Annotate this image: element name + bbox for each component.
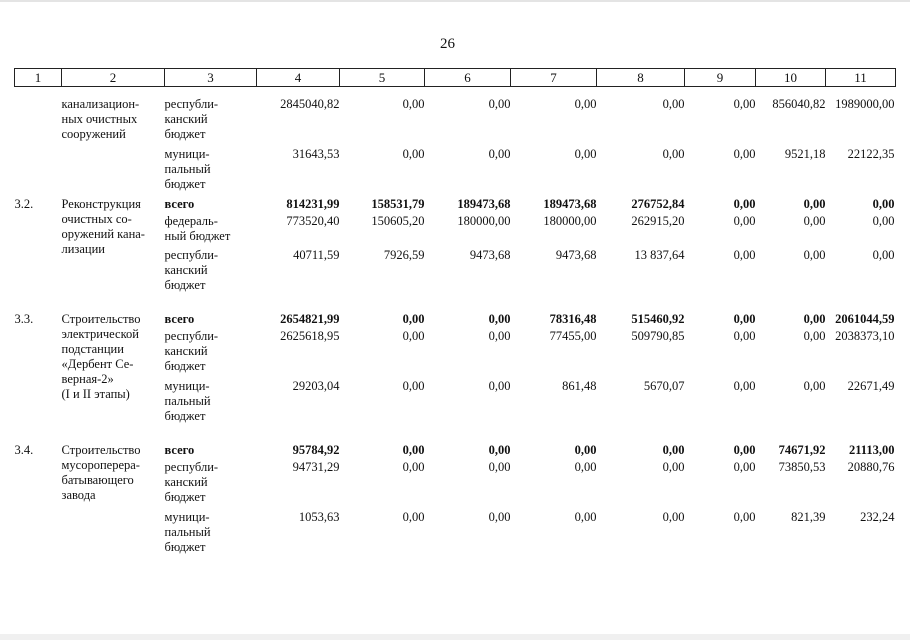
funding-source: всего (164, 443, 195, 457)
value-col-10: 821,39 (791, 510, 826, 524)
value-col-8: 0,00 (662, 510, 685, 524)
budget-table (14, 68, 896, 560)
value-col-5: 0,00 (402, 329, 425, 343)
value-col-11: 2038373,10 (835, 329, 895, 343)
value-col-8: 13 837,64 (634, 248, 685, 262)
value-col-10: 0,00 (803, 312, 826, 326)
table-row (15, 87, 896, 148)
value-col-6: 0,00 (488, 329, 511, 343)
value-col-6: 189473,68 (457, 197, 511, 211)
funding-source: республи- канский бюджет (164, 248, 219, 292)
value-col-7: 9473,68 (555, 248, 597, 262)
value-col-7: 0,00 (574, 97, 597, 111)
column-header-3: 3 (165, 69, 257, 87)
value-col-7: 77455,00 (549, 329, 597, 343)
value-col-6: 9473,68 (469, 248, 511, 262)
value-col-5: 150605,20 (371, 214, 425, 228)
funding-source: муници- пальный бюджет (164, 379, 211, 423)
value-col-11: 20880,76 (847, 460, 895, 474)
value-col-8: 262915,20 (631, 214, 685, 228)
value-col-6: 0,00 (488, 147, 511, 161)
value-col-6: 180000,00 (457, 214, 511, 228)
value-col-11: 0,00 (872, 197, 895, 211)
value-col-4: 814231,99 (286, 197, 340, 211)
value-col-9: 0,00 (733, 379, 756, 393)
scan-top-edge (0, 0, 910, 2)
funding-source: всего (164, 312, 195, 326)
value-col-5: 0,00 (402, 312, 425, 326)
value-col-10: 0,00 (803, 197, 826, 211)
item-name: канализацион- ных очистных сооружений (61, 97, 140, 141)
column-header-6: 6 (425, 69, 511, 87)
value-col-4: 2845040,82 (280, 97, 340, 111)
value-col-4: 40711,59 (293, 248, 340, 262)
value-col-8: 0,00 (662, 443, 685, 457)
value-col-10: 856040,82 (772, 97, 826, 111)
value-col-8: 509790,85 (631, 329, 685, 343)
value-col-11: 22671,49 (847, 379, 895, 393)
value-col-11: 1989000,00 (835, 97, 895, 111)
value-col-5: 7926,59 (383, 248, 425, 262)
value-col-7: 0,00 (574, 443, 597, 457)
value-col-6: 0,00 (488, 379, 511, 393)
value-col-11: 0,00 (872, 214, 895, 228)
value-col-8: 5670,07 (643, 379, 685, 393)
value-col-11: 232,24 (860, 510, 895, 524)
value-col-4: 94731,29 (292, 460, 340, 474)
funding-source: федераль- ный бюджет (164, 214, 231, 243)
value-col-9: 0,00 (733, 197, 756, 211)
item-number (15, 87, 62, 198)
value-col-6: 0,00 (488, 510, 511, 524)
value-col-6: 0,00 (488, 443, 511, 457)
item-number: 3.3. (14, 312, 34, 326)
column-header-4: 4 (257, 69, 340, 87)
item-name: Реконструкция очистных со- оружений кана- лизации (61, 197, 145, 256)
value-col-7: 189473,68 (543, 197, 597, 211)
value-col-9: 0,00 (733, 248, 756, 262)
value-col-9: 0,00 (733, 443, 756, 457)
funding-source: муници- пальный бюджет (164, 510, 211, 554)
column-header-10: 10 (756, 69, 826, 87)
value-col-7: 180000,00 (543, 214, 597, 228)
value-col-4: 31643,53 (292, 147, 340, 161)
value-col-5: 0,00 (402, 97, 425, 111)
value-col-11: 2061044,59 (835, 312, 895, 326)
funding-source: республи- канский бюджет (164, 460, 219, 504)
table-body (15, 87, 896, 561)
value-col-11: 22122,35 (847, 147, 895, 161)
value-col-10: 0,00 (803, 248, 826, 262)
value-col-8: 0,00 (662, 460, 685, 474)
value-col-11: 0,00 (872, 248, 895, 262)
value-col-9: 0,00 (733, 312, 756, 326)
value-col-5: 0,00 (402, 443, 425, 457)
value-col-5: 158531,79 (371, 197, 425, 211)
value-col-4: 773520,40 (286, 214, 340, 228)
item-number: 3.2. (14, 197, 34, 211)
funding-source: республи- канский бюджет (164, 329, 219, 373)
value-col-5: 0,00 (402, 460, 425, 474)
column-header-5: 5 (340, 69, 425, 87)
column-header-7: 7 (511, 69, 597, 87)
value-col-10: 0,00 (803, 379, 826, 393)
value-col-9: 0,00 (733, 460, 756, 474)
value-col-7: 0,00 (574, 510, 597, 524)
page-number: 26 (440, 36, 455, 52)
funding-source: всего (164, 197, 195, 211)
value-col-9: 0,00 (733, 214, 756, 228)
value-col-10: 73850,53 (778, 460, 826, 474)
value-col-9: 0,00 (733, 147, 756, 161)
funding-source: республи- канский бюджет (164, 97, 219, 141)
value-col-6: 0,00 (488, 460, 511, 474)
table-row (15, 443, 896, 460)
value-col-10: 0,00 (803, 214, 826, 228)
item-number: 3.4. (14, 443, 34, 457)
column-header-9: 9 (685, 69, 756, 87)
value-col-8: 276752,84 (631, 197, 685, 211)
value-col-6: 0,00 (488, 97, 511, 111)
value-col-6: 0,00 (488, 312, 511, 326)
value-col-7: 0,00 (574, 147, 597, 161)
value-col-5: 0,00 (402, 147, 425, 161)
value-col-10: 74671,92 (778, 443, 826, 457)
value-col-4: 29203,04 (292, 379, 340, 393)
value-col-8: 0,00 (662, 147, 685, 161)
value-col-10: 0,00 (803, 329, 826, 343)
value-col-8: 0,00 (662, 97, 685, 111)
funding-source: муници- пальный бюджет (164, 147, 211, 191)
table-header (15, 69, 896, 87)
value-col-7: 861,48 (562, 379, 597, 393)
value-col-9: 0,00 (733, 97, 756, 111)
value-col-8: 515460,92 (631, 312, 685, 326)
item-name: Строительство электрической подстанции «Дербент Се- верная-2» (I и II этапы) (61, 312, 141, 401)
value-col-4: 2654821,99 (280, 312, 340, 326)
column-header-1: 1 (15, 69, 62, 87)
scan-bottom-edge (0, 634, 910, 640)
value-col-7: 78316,48 (549, 312, 597, 326)
value-col-9: 0,00 (733, 329, 756, 343)
value-col-4: 95784,92 (292, 443, 340, 457)
table-row (15, 312, 896, 329)
value-col-5: 0,00 (402, 510, 425, 524)
column-number-row (15, 69, 896, 87)
value-col-5: 0,00 (402, 379, 425, 393)
value-col-11: 21113,00 (849, 443, 895, 457)
item-name: Строительство мусороперера- батывающего завода (61, 443, 141, 502)
table-row (15, 197, 896, 214)
value-col-9: 0,00 (733, 510, 756, 524)
group-spacer (15, 429, 896, 443)
value-col-10: 9521,18 (784, 147, 826, 161)
value-col-4: 1053,63 (298, 510, 340, 524)
column-header-8: 8 (597, 69, 685, 87)
group-spacer (15, 298, 896, 312)
column-header-11: 11 (826, 69, 896, 87)
column-header-2: 2 (62, 69, 165, 87)
value-col-7: 0,00 (574, 460, 597, 474)
value-col-4: 2625618,95 (280, 329, 340, 343)
